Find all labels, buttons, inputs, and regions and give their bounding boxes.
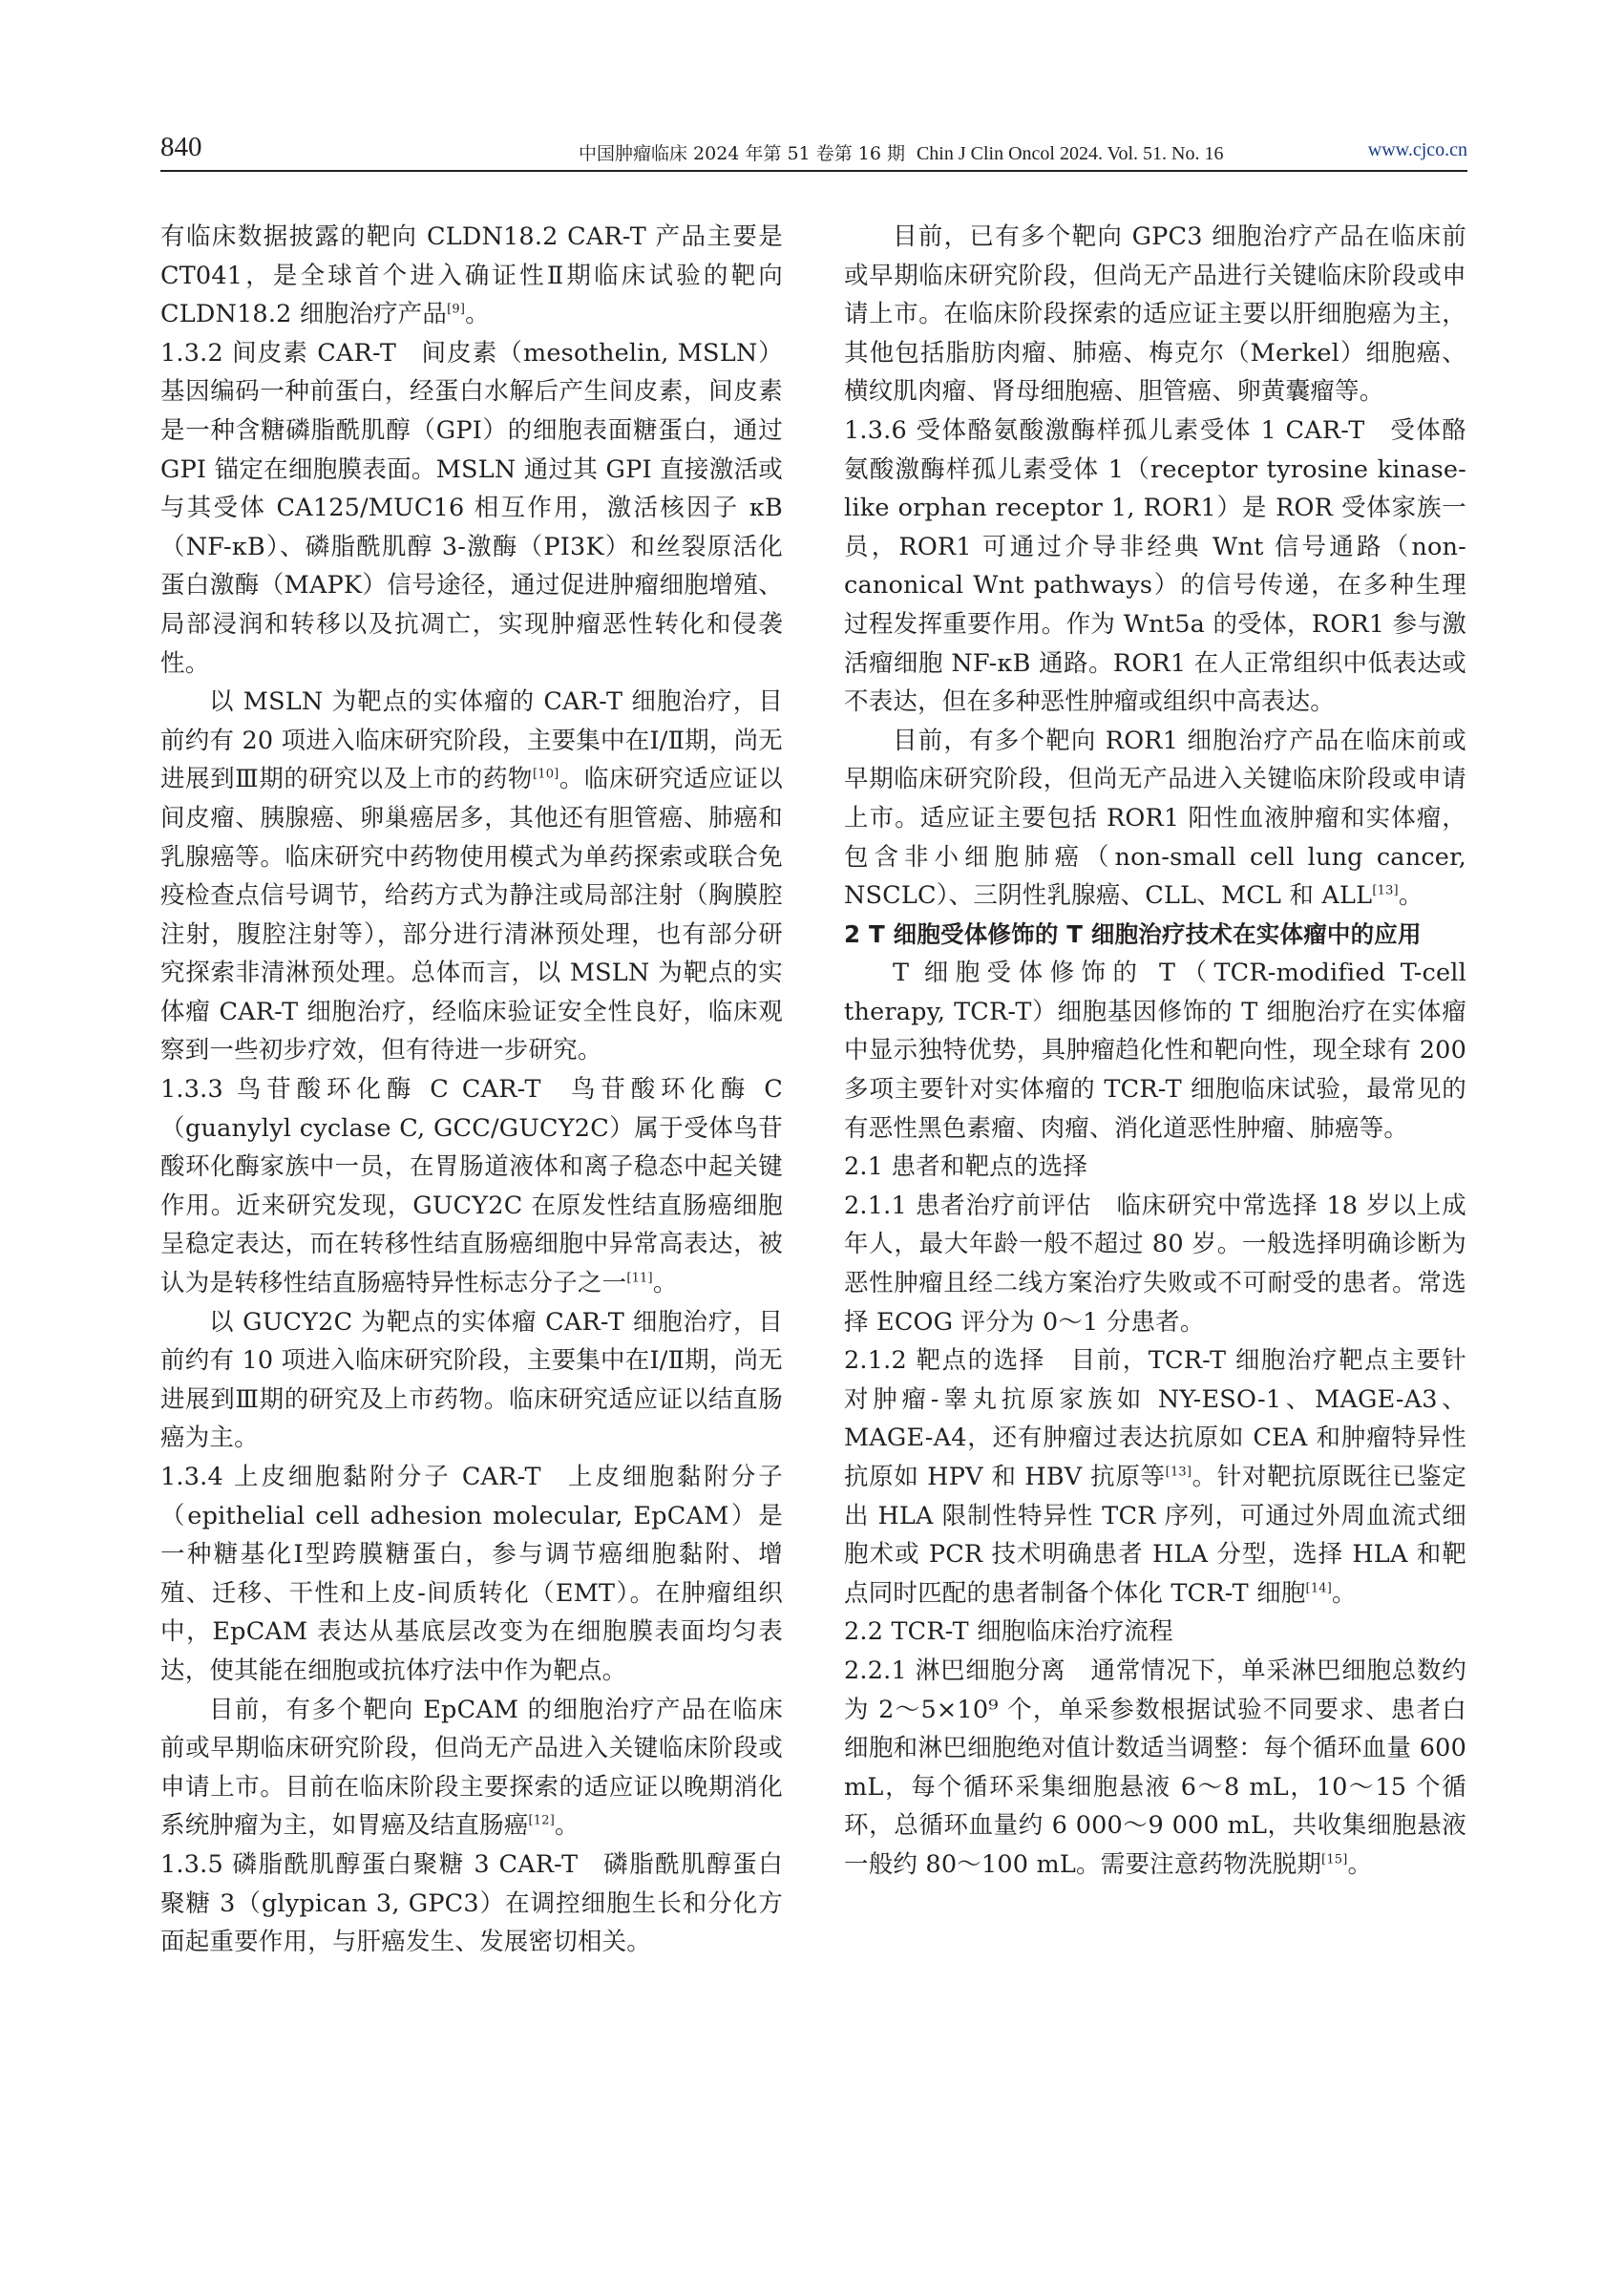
citation-ref[interactable]: [13] bbox=[1372, 883, 1399, 898]
paragraph-text: 目前，TCR-T 细胞治疗靶点主要针对肿瘤-睾丸抗原家族如 NY-ESO-1、MAGE-A3、MAGE-A4，还有肿瘤过表达抗原如 CEA 和肿瘤特异性抗原如 HPV 和 HBV 抗原等 bbox=[844, 1346, 1466, 1491]
left-column bbox=[160, 218, 783, 1962]
citation-ref[interactable]: [9] bbox=[447, 302, 466, 317]
section-1-3-2 bbox=[160, 334, 783, 683]
paragraph: 以 GUCY2C 为靶点的实体瘤 CAR-T 细胞治疗，目前约有 10 项进入临床研究阶段，主要集中在Ⅰ/Ⅱ期，尚无进展到Ⅲ期的研究及上市药物。临床研究适应证以结直肠癌为主。 bbox=[160, 1307, 783, 1453]
paragraph bbox=[160, 683, 783, 1070]
paragraph bbox=[160, 1691, 783, 1846]
section-1-3-4 bbox=[160, 1458, 783, 1691]
section-2-heading: 2 T 细胞受体修饰的 T 细胞治疗技术在实体瘤中的应用 bbox=[844, 919, 1422, 948]
running-header bbox=[160, 132, 1467, 174]
paragraph: T 细胞受体修饰的 T（TCR-modified T-cell therapy, TCR-T）细胞基因修饰的 T 细胞治疗在实体瘤中显示独特优势，具肿瘤趋化性和靶向性，现全球有 200 多项主要针对实体瘤的 TCR-T 细胞临床试验，最常见的有恶性黑色素瘤、肉瘤、消化道恶性肿瘤、肺癌等。 bbox=[844, 959, 1466, 1143]
paragraph-text: 。 bbox=[1398, 881, 1424, 911]
section-heading: 1.3.2 间皮素 CAR-T bbox=[160, 338, 397, 368]
section-2-2-1 bbox=[844, 1652, 1466, 1885]
paragraph-text: 以 MSLN 为靶点的实体瘤的 CAR-T 细胞治疗，目前约有 20 项进入临床研究阶段，主要集中在Ⅰ/Ⅱ期，尚无进展到Ⅲ期的研究以及上市的药物 bbox=[160, 687, 783, 794]
paragraph-text: 目前，有多个靶向 ROR1 细胞治疗产品在临床前或早期临床研究阶段，但尚无产品进入关键临床阶段或申请上市。适应证主要包括 ROR1 阳性血液肿瘤和实体瘤，包含非小细胞肺癌（non-small cell lung cancer, NSCLC）、三阴性乳腺癌、CLL、MCL 和 ALL bbox=[844, 726, 1466, 911]
section-heading: 2.1.1 患者治疗前评估 bbox=[844, 1191, 1092, 1220]
journal-title-en: Chin J Clin Oncol 2024. Vol. 51. No. 16 bbox=[916, 143, 1224, 164]
paragraph-text: 临床研究中常选择 18 岁以上成年人，最大年龄一般不超过 80 岁。一般选择明确诊断为恶性肿瘤且经二线方案治疗失败或不可耐受的患者。常选择 ECOG 评分为 0～1 分患者。 bbox=[844, 1191, 1466, 1337]
section-heading: 1.3.5 磷脂酰肌醇蛋白聚糖 3 CAR-T bbox=[160, 1849, 579, 1879]
paragraph-text: 间皮素（mesothelin, MSLN）基因编码一种前蛋白，经蛋白水解后产生间皮素，间皮素是一种含糖磷脂酰肌醇（GPI）的细胞表面糖蛋白，通过 GPI 锚定在细胞膜表面。MSLN 通过其 GPI 直接激活或与其受体 CA125/MUC16 相互作用，激活核因子 κB（NF-κB）、磷脂酰肌醇 3-激酶（PI3K）和丝裂原活化蛋白激酶（MAPK）信号途径，通过促进肿瘤细胞增殖、局部浸润和转移以及抗凋亡，实现肿瘤恶性转化和侵袭性。 bbox=[160, 338, 784, 678]
paragraph bbox=[160, 218, 783, 334]
citation-ref[interactable]: [14] bbox=[1305, 1581, 1333, 1596]
paragraph-text: 。 bbox=[465, 300, 490, 329]
paragraph-text: 鸟苷酸环化酶 C（guanylyl cyclase C, GCC/GUCY2C）属于受体鸟苷酸环化酶家族中一员，在胃肠道液体和离子稳态中起关键作用。近来研究发现，GUCY2C 在原发性结直肠癌细胞呈稳定表达，而在转移性结直肠癌细胞中异常高表达，被认为是转移性结直肠癌特异性标志分子之一 bbox=[160, 1075, 783, 1298]
right-column bbox=[844, 218, 1466, 1885]
citation-ref[interactable]: [12] bbox=[528, 1813, 556, 1828]
section-2-2-heading: 2.2 TCR-T 细胞临床治疗流程 bbox=[844, 1617, 1173, 1647]
citation-ref[interactable]: [13] bbox=[1165, 1465, 1192, 1480]
header-rule bbox=[160, 170, 1467, 172]
section-heading: 1.3.4 上皮细胞黏附分子 CAR-T bbox=[160, 1463, 541, 1491]
citation-ref[interactable]: [15] bbox=[1321, 1852, 1348, 1867]
paragraph-text: 磷脂酰肌醇蛋白聚糖 3（glypican 3, GPC3）在调控细胞生长和分化方面起重要作用，与肝癌发生、发展密切相关。 bbox=[160, 1849, 783, 1957]
page-number: 840 bbox=[160, 132, 202, 162]
journal-title bbox=[579, 139, 1223, 165]
citation-ref[interactable]: [11] bbox=[626, 1271, 653, 1286]
paragraph-text: 目前，有多个靶向 EpCAM 的细胞治疗产品在临床前或早期临床研究阶段，但尚无产品进入关键临床阶段或申请上市。目前在临床阶段主要探索的适应证以晚期消化系统肿瘤为主，如胃癌及结直肠癌 bbox=[160, 1695, 783, 1841]
citation-ref[interactable]: [10] bbox=[532, 767, 559, 782]
section-heading: 1.3.6 受体酪氨酸激酶样孤儿素受体 1 CAR-T bbox=[844, 415, 1365, 445]
paragraph-text: 。临床研究适应证以间皮瘤、胰腺癌、卵巢癌居多，其他还有胆管癌、肺癌和乳腺癌等。临床研究中药物使用模式为单药探索或联合免疫检查点信号调节，给药方式为静注或局部注射（胸膜腔注射，腹腔注射等），部分进行清淋预处理，也有部分研究探索非清淋预处理。总体而言，以 MSLN 为靶点的实体瘤 CAR-T 细胞治疗，经临床验证安全性良好，临床观察到一些初步疗效，但有待进一步研究。 bbox=[160, 765, 783, 1065]
paragraph-text: 。 bbox=[555, 1811, 580, 1841]
section-2-1-heading: 2.1 患者和靶点的选择 bbox=[844, 1152, 1088, 1182]
paragraph-text: 。针对靶抗原既往已鉴定出 HLA 限制性特异性 TCR 序列，可通过外周血流式细胞术或 PCR 技术明确患者 HLA 分型，选择 HLA 和靶点同时匹配的患者制备个体化 TCR-T 细胞 bbox=[844, 1463, 1467, 1608]
section-2-1-2 bbox=[844, 1341, 1466, 1613]
section-2-1-1 bbox=[844, 1187, 1466, 1341]
journal-title-cn: 中国肿瘤临床 2024 年第 51 卷第 16 期 bbox=[579, 143, 905, 164]
paragraph-text: 受体酪氨酸激酶样孤儿素受体 1（receptor tyrosine kinase-like orphan receptor 1, ROR1）是 ROR 受体家族一员，ROR1 可通过介导非经典 Wnt 信号通路（non-canonical Wnt pathways）的信号传递，在多种生理过程发挥重要作用。作为 Wnt5a 的受体，ROR1 参与激活瘤细胞 NF-κB 通路。ROR1 在人正常组织中低表达或不表达，但在多种恶性肿瘤或组织中高表达。 bbox=[844, 415, 1466, 717]
section-heading: 2.1.2 靶点的选择 bbox=[844, 1346, 1045, 1376]
section-1-3-6 bbox=[844, 411, 1466, 722]
paragraph: 目前，已有多个靶向 GPC3 细胞治疗产品在临床前或早期临床研究阶段，但尚无产品进行关键临床阶段或申请上市。在临床阶段探索的适应证主要以肝细胞癌为主，其他包括脂肪肉瘤、肺癌、梅克尔（Merkel）细胞癌、横纹肌肉瘤、肾母细胞癌、胆管癌、卵黄囊瘤等。 bbox=[844, 222, 1466, 407]
section-1-3-5 bbox=[160, 1846, 783, 1962]
paragraph-text: 上皮细胞黏附分子（epithelial cell adhesion molecular, EpCAM）是一种糖基化Ⅰ型跨膜糖蛋白，参与调节癌细胞黏附、增殖、迁移、干性和上皮-间质转化（EMT）。在肿瘤组织中，EpCAM 表达从基底层改变为在细胞膜表面均匀表达，使其能在细胞或抗体疗法中作为靶点。 bbox=[160, 1463, 784, 1685]
paragraph-text: 。 bbox=[1347, 1849, 1373, 1879]
paragraph-text: 有临床数据披露的靶向 CLDN18.2 CAR-T 产品主要是 CT041，是全球首个进入确证性Ⅱ期临床试验的靶向 CLDN18.2 细胞治疗产品 bbox=[160, 222, 783, 329]
paragraph-text: 通常情况下，单采淋巴细胞总数约为 2～5×10⁹ 个，单采参数根据试验不同要求、患者白细胞和淋巴细胞绝对值计数适当调整：每个循环血量 600 mL，每个循环采集细胞悬液 6～8 mL，10～15 个循环，总循环血量约 6 000～9 000 mL，共收集细胞悬液一般约 80～100 mL。需要注意药物洗脱期 bbox=[844, 1656, 1466, 1879]
paragraph-text: 。 bbox=[1332, 1578, 1357, 1608]
paragraph-text: 。 bbox=[652, 1269, 678, 1298]
journal-url-link[interactable]: www.cjco.cn bbox=[1367, 139, 1467, 160]
section-1-3-3 bbox=[160, 1070, 783, 1303]
section-heading: 2.2.1 淋巴细胞分离 bbox=[844, 1656, 1066, 1685]
paragraph bbox=[844, 722, 1466, 916]
section-heading: 1.3.3 鸟苷酸环化酶 C CAR-T bbox=[160, 1075, 541, 1105]
